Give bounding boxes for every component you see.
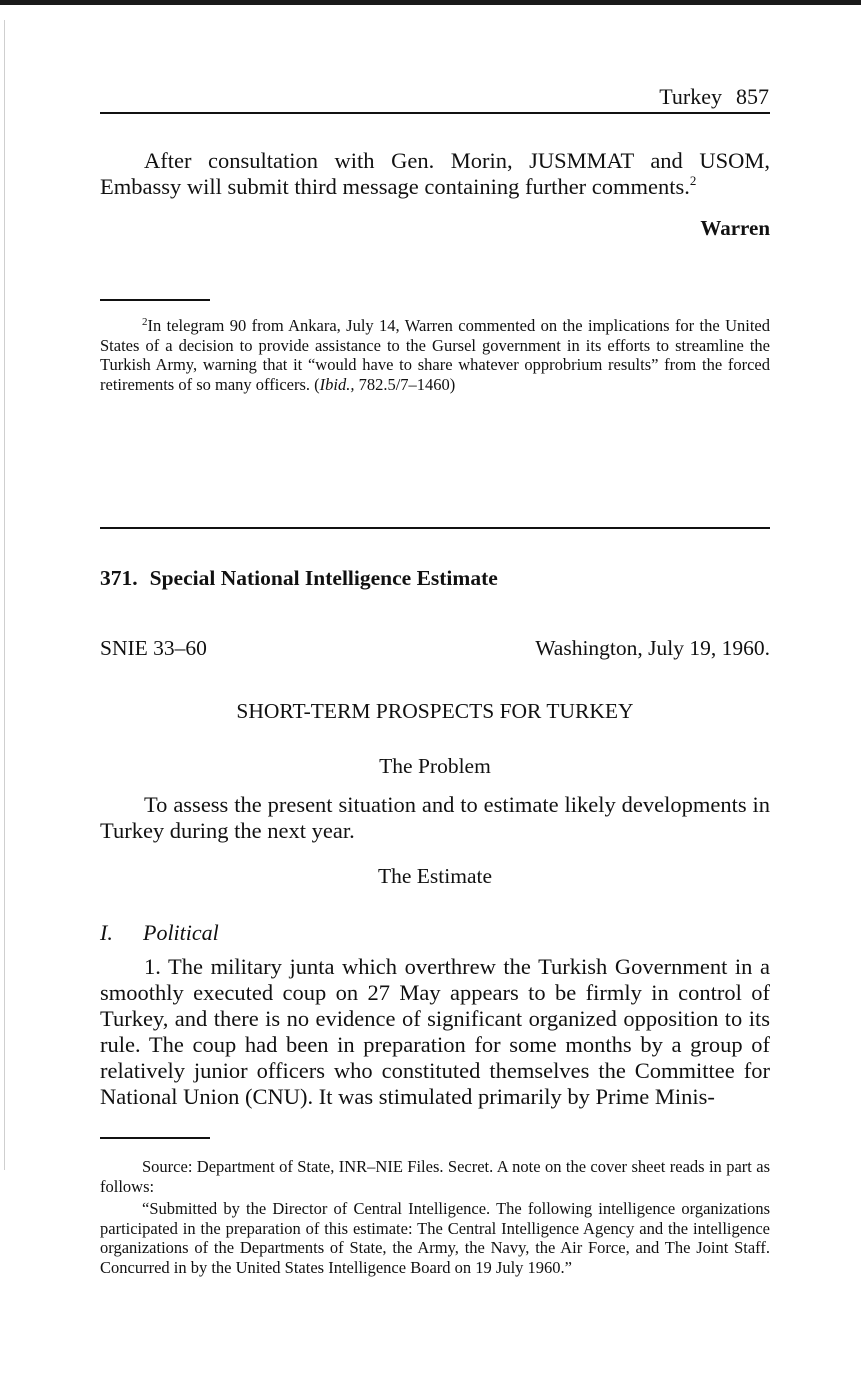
section-roman: I. (100, 920, 113, 945)
main-title: SHORT-TERM PROSPECTS FOR TURKEY (236, 699, 634, 723)
footnote-rule (100, 299, 210, 301)
document-number: 371. (100, 566, 138, 590)
source-note: Source: Department of State, INR–NIE Files. Secret. A note on the cover sheet reads in part as follows: (100, 1157, 770, 1196)
running-head-section: Turkey (659, 84, 722, 109)
paragraph-1: 1. The military junta which overthrew the Turkish Government in a smoothly executed coup on 27 May appears to be firmly in control of Turkey, and there is no evidence of significant organized opposition to its rule. The coup had been in preparation for some months by a group of relatively junior officers who constituted themselves the Committee for National Union (CNU). It was stimulated primarily by Prime Minis- (100, 954, 770, 1109)
scan-edge-left (4, 20, 5, 1170)
footnote-2-ibid: Ibid., (319, 374, 355, 394)
header-rule (100, 112, 770, 114)
document-separator-rule (100, 527, 770, 529)
source-note-quote: “Submitted by the Director of Central Intelligence. The following intelligence organizations participated in the preparation of this estimate: The Central Intelligence Agency and the intelligence organizations of the Departments of State, the Army, the Navy, the Air Force, and The Joint Staff. Concurred in by the United States Intelligence Board on 19 July 1960.” (100, 1199, 770, 1277)
running-head (560, 84, 769, 110)
footnote-2 (100, 316, 770, 394)
footnote-ref-2: 2 (689, 173, 697, 188)
document-title: Special National Intelligence Estimate (149, 566, 498, 590)
estimate-heading: The Estimate (377, 864, 493, 888)
document-id: SNIE 33–60 (100, 636, 207, 660)
problem-heading: The Problem (379, 754, 491, 778)
footnote-2-citation: 782.5/7–1460) (354, 374, 456, 394)
signature: Warren (700, 216, 770, 240)
footnote-2-marker: 2 (142, 316, 148, 328)
closing-paragraph (100, 148, 770, 200)
scan-edge-top (0, 0, 861, 5)
section-title: Political (143, 920, 219, 945)
footnote-2-text: In telegram 90 from Ankara, July 14, Warren commented on the implications for the United States of a decision to provide assistance to the Gursel government in its efforts to streamline the Turkish Army, warning that it “would have to share whatever opprobrium results” from the forced retirements of so many officers. ( (100, 316, 770, 394)
document-heading (100, 566, 498, 591)
page-number: 857 (736, 84, 769, 109)
section-heading (100, 920, 219, 946)
document-place-date: Washington, July 19, 1960. (535, 636, 770, 660)
closing-paragraph-text: After consultation with Gen. Morin, JUSMMAT and USOM, Embassy will submit third message containing further comments. (100, 148, 770, 199)
source-note-rule (100, 1137, 210, 1139)
problem-paragraph: To assess the present situation and to estimate likely developments in Turkey during the next year. (100, 792, 770, 843)
